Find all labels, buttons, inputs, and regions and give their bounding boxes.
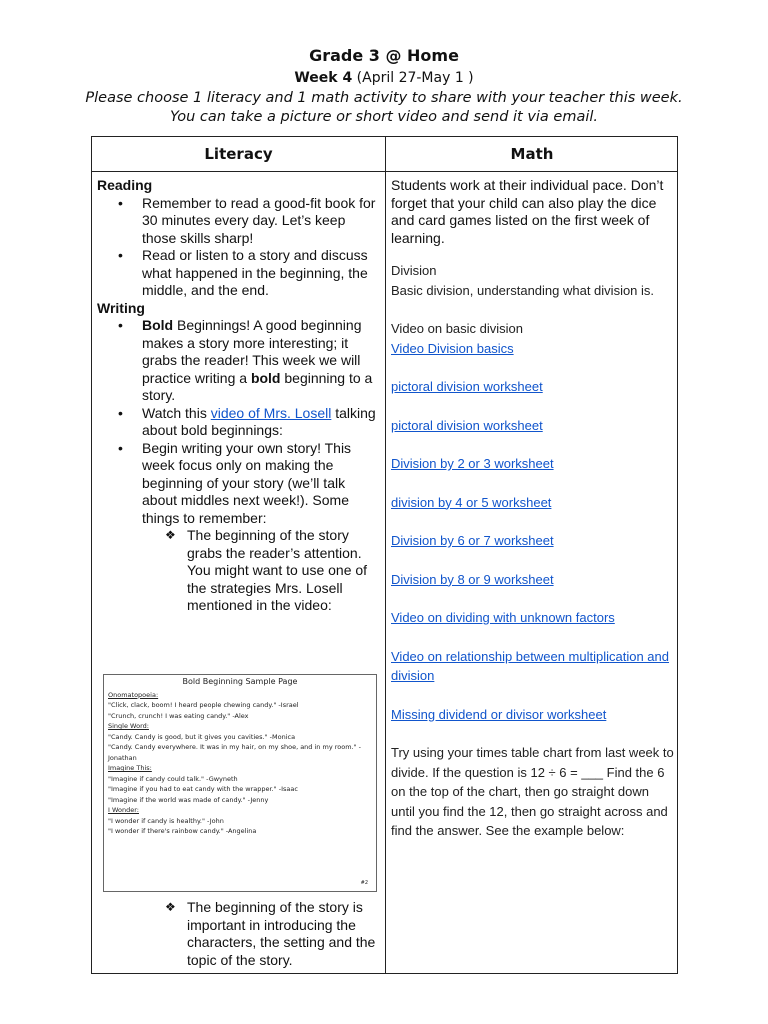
sample-line: "Imagine if the world was made of candy." -Jenny xyxy=(108,795,269,804)
sample-page-number: #2 xyxy=(360,879,368,886)
sample-lines xyxy=(108,690,372,837)
literacy-column xyxy=(97,177,381,615)
bullet-icon: • xyxy=(118,404,123,421)
reading-title: Reading xyxy=(97,177,153,193)
list-item: • Bold Beginnings! A good beginning makes a story more interesting; it grabs the reader! This week we will practice writing a bold beginning to a story. xyxy=(118,317,373,403)
literacy-column-header: Literacy xyxy=(204,145,273,163)
list-item: • Remember to read a good-fit book for 30 minutes every day. Let’s keep those skills sharp! xyxy=(118,194,376,246)
division-2-3-link[interactable]: Division by 2 or 3 worksheet xyxy=(391,456,554,471)
sample-line: "Candy. Candy is good, but it gives you cavities." -Monica xyxy=(108,732,296,741)
math-column-header: Math xyxy=(510,145,554,163)
sample-line: "I wonder if candy is healthy." -John xyxy=(108,816,224,825)
division-title: Division xyxy=(391,263,437,278)
page-title: Grade 3 @ Home xyxy=(309,46,459,65)
bullet-icon: • xyxy=(118,317,123,333)
pictoral-worksheet-link-2[interactable]: pictoral division worksheet xyxy=(391,417,543,433)
sample-heading: I Wonder: xyxy=(108,806,139,814)
sample-heading: Single Word: xyxy=(108,722,149,730)
sub-list xyxy=(97,899,381,969)
writing-list xyxy=(97,317,381,615)
sample-line: "Crunch, crunch! I was eating candy." -Alex xyxy=(108,711,249,720)
reading-list xyxy=(97,195,381,300)
diamond-bullet-icon: ❖ xyxy=(165,528,176,542)
header-divider xyxy=(92,171,677,172)
bullet-icon: • xyxy=(118,194,123,211)
math-intro: Students work at their individual pace. Don’t forget that your child can also play the dice and card games listed on the first week of learning. xyxy=(391,177,664,246)
week-dates: (April 27-May 1 ) xyxy=(356,70,474,86)
literacy-column-continued xyxy=(97,899,381,969)
division-description: Basic division, understanding what division is. xyxy=(391,282,655,298)
division-8-9-link[interactable]: Division by 8 or 9 worksheet xyxy=(391,571,554,587)
sample-title: Bold Beginning Sample Page xyxy=(182,677,298,686)
sub-list-item: ❖ The beginning of the story is important in introducing the characters, the setting and the topic of the story. xyxy=(165,899,376,968)
sample-line: "Candy. Candy everywhere. It was in my hair, on my shoe, and in my room." -Jonathan xyxy=(108,743,362,762)
sample-heading: Onomatopoeia: xyxy=(108,690,159,699)
sample-page-image xyxy=(103,674,377,892)
division-4-5-link[interactable]: division by 4 or 5 worksheet xyxy=(391,494,552,510)
unknown-factors-video-link[interactable]: Video on dividing with unknown factors xyxy=(391,610,615,625)
instructions: Please choose 1 literacy and 1 math activity to share with your teacher this week. You can take a picture or short video and send it via email. xyxy=(85,90,683,125)
sample-line: "Imagine if you had to eat candy with the wrapper." -Isaac xyxy=(108,785,298,793)
column-divider xyxy=(385,137,386,973)
bullet-icon: • xyxy=(118,439,123,456)
division-6-7-link[interactable]: Division by 6 or 7 worksheet xyxy=(391,533,554,548)
week-label: Week 4 xyxy=(294,70,353,86)
math-column xyxy=(391,177,674,841)
bullet-icon: • xyxy=(118,247,123,263)
times-table-instructions: Try using your times table chart from last week to divide. If the question is 12 ÷ 6 = ___ Find the 6 on the top of the chart, then go straight down until you find the 12, then go straight across and find the answer. See the example below: xyxy=(391,745,674,838)
list-item: • Watch this video of Mrs. Losell talking about bold beginnings: xyxy=(118,404,376,438)
diamond-bullet-icon: ❖ xyxy=(165,900,176,914)
mrs-losell-video-link[interactable]: video of Mrs. Losell xyxy=(210,404,332,421)
video-label: Video on basic division xyxy=(391,321,524,336)
sample-line: "Imagine if candy could talk." -Gwyneth xyxy=(108,774,238,783)
sub-list-item: ❖ The beginning of the story grabs the reader’s attention. You might want to use one of the strategies Mrs. Losell mentioned in the video: xyxy=(165,527,368,613)
document-header xyxy=(0,44,768,127)
writing-title: Writing xyxy=(97,299,145,316)
list-item: • Begin writing your own story! This week focus only on making the beginning of your story (we’ll talk about middles next week!). Some things to remember: ❖ The beginning of the story grabs the reader’s attention. You might want to use one of the strategies Mrs. Losell mentioned in the video: xyxy=(97,440,381,615)
multiplication-division-video-link[interactable]: Video on relationship between multiplication and division xyxy=(391,648,670,683)
video-division-basics-link[interactable]: Video Division basics xyxy=(391,340,514,356)
list-item: • Read or listen to a story and discuss what happened in the beginning, the middle, and the end. xyxy=(118,247,368,298)
sub-list xyxy=(97,527,381,615)
sample-line: "Click, clack, boom! I heard people chewing candy." -Israel xyxy=(108,701,299,709)
sample-line: "I wonder if there's rainbow candy." -Angelina xyxy=(108,827,257,835)
week-line xyxy=(0,68,768,88)
missing-dividend-worksheet-link[interactable]: Missing dividend or divisor worksheet xyxy=(391,706,607,722)
activity-table xyxy=(91,136,678,974)
sample-heading: Imagine This: xyxy=(108,764,152,772)
pictoral-worksheet-link-1[interactable]: pictoral division worksheet xyxy=(391,379,543,394)
